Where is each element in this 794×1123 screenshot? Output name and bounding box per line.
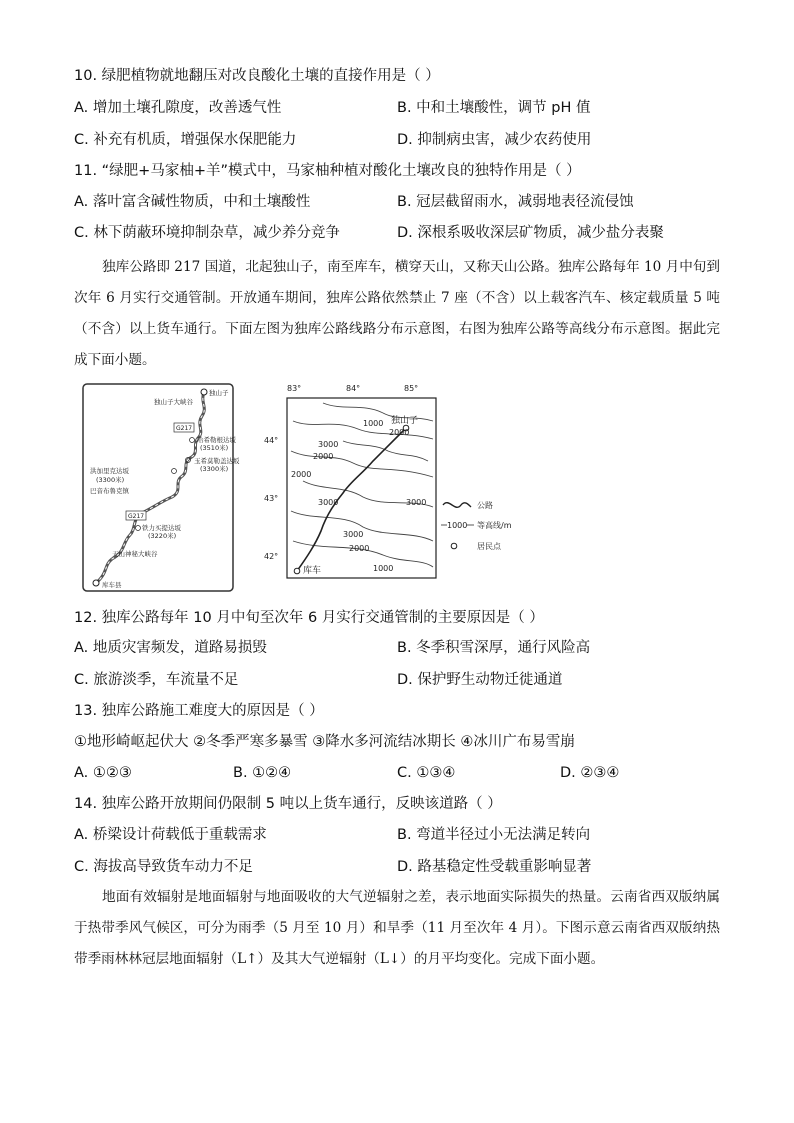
right-contour-map [263, 381, 529, 586]
q14-stem: 14. 独库公路开放期间仍限制 5 吨以上货车通行，反映该道路（ ） [74, 796, 502, 812]
q13-items: ①地形崎岖起伏大 ②冬季严寒多暴雪 ③降水多河流结冰期长 ④冰川广布易雪崩 [74, 734, 575, 750]
q10-option-c: C. 补充有机质，增强保水保肥能力 [74, 132, 297, 148]
legend-contour-value: 1000 [447, 521, 468, 530]
q11-option-d: D. 深根系吸收深层矿物质，减少盐分表聚 [397, 225, 664, 241]
town-label-dushanzi: 独山子 [391, 416, 419, 426]
highway-shield: G217 [176, 425, 193, 432]
q11-option-c: C. 林下荫蔽环境抑制杂草，减少养分竞争 [74, 225, 340, 241]
contour-label: 1000 [363, 419, 384, 428]
contour-label: 1000 [373, 564, 394, 573]
place-label: 库车县 [102, 581, 122, 589]
place-label: (3510米) [200, 444, 229, 452]
passage-text: 独库公路即 217 国道，北起独山子，南至库车，横穿天山，又称天山公路。独库公路每年 10 月中旬到次年 6 月实行交通管制。开放通车期间，独库公路依然禁止 7 座（不含）以上载客汽车、核定载质量 5 吨（不含）以上货车通行。下面左图为独库公路线路分布示意图，右图为独库公路等高线分布示意图。据此完成下面小题。 [74, 259, 720, 368]
town-marker-kuche [294, 568, 300, 574]
place-label: (3300米) [96, 476, 125, 484]
legend-contour-label: 等高线/m [477, 521, 512, 530]
place-label: 铁力买提达坂 [142, 524, 181, 532]
passage-dukou-highway [74, 252, 720, 376]
town-label-kuche: 库车 [303, 566, 322, 576]
passage-radiation [74, 882, 720, 975]
place-label: 巴音布鲁克镇 [90, 487, 129, 495]
place-label: (3220米) [148, 532, 177, 540]
q13-option-a: A. ①②③ [74, 765, 132, 781]
q11-option-b: B. 冠层截留雨水，减弱地表径流侵蚀 [397, 194, 634, 210]
q13-option-b: B. ①②④ [233, 765, 292, 781]
q12-option-c: C. 旅游淡季，车流量不足 [74, 672, 239, 688]
q12-option-a: A. 地质灾害频发，道路易损毁 [74, 640, 267, 656]
place-label: (3300米) [200, 465, 229, 473]
highway-shield: G217 [128, 513, 145, 520]
q12-option-d: D. 保护野生动物迁徙通道 [397, 672, 563, 688]
map-legend [441, 500, 512, 551]
q13-option-d: D. ②③④ [560, 765, 620, 781]
latitude-label: 42° [264, 552, 279, 561]
longitude-label: 83° [287, 384, 302, 393]
contour-label: 2000 [313, 452, 334, 461]
q14-option-d: D. 路基稳定性受载重影响显著 [397, 859, 592, 875]
q12-stem: 12. 独库公路每年 10 月中旬至次年 6 月实行交通管制的主要原因是（ ） [74, 610, 544, 626]
contour-label: 2000 [389, 428, 410, 437]
contour-label: 3000 [318, 498, 339, 507]
place-label: 独山子 [209, 389, 229, 397]
legend-road-label: 公路 [477, 501, 493, 510]
contour-label: 3000 [318, 440, 339, 449]
latitude-label: 44° [264, 436, 279, 445]
q10-option-a: A. 增加土壤孔隙度，改善透气性 [74, 100, 282, 116]
q11-stem: 11. “绿肥+马家柚+羊”模式中，马家柚种植对酸化土壤改良的独特作用是（ ） [74, 163, 581, 179]
q14-option-c: C. 海拔高导致货车动力不足 [74, 859, 253, 875]
q14-option-b: B. 弯道半径过小无法满足转向 [397, 827, 591, 843]
longitude-label: 84° [346, 384, 361, 393]
latitude-label: 43° [264, 494, 279, 503]
place-label: 天山神秘大峡谷 [112, 550, 158, 558]
q10-stem: 10. 绿肥植物就地翻压对改良酸化土壤的直接作用是（ ） [74, 68, 440, 84]
q14-option-a: A. 桥梁设计荷载低于重载需求 [74, 827, 267, 843]
place-label: 洪加里克达坂 [90, 467, 129, 475]
q13-stem: 13. 独库公路施工难度大的原因是（ ） [74, 703, 324, 719]
place-label: 独山子大峡谷 [154, 398, 193, 406]
place-label: 玉希莫勒盖达坂 [194, 457, 240, 465]
town-marker [93, 580, 99, 586]
q10-option-b: B. 中和土壤酸性，调节 pH 值 [397, 100, 591, 116]
contour-label: 2000 [291, 470, 312, 479]
q12-option-b: B. 冬季积雪深厚，通行风险高 [397, 640, 591, 656]
town-marker [201, 389, 207, 395]
left-route-map [82, 383, 240, 593]
longitude-label: 85° [404, 384, 419, 393]
q13-option-c: C. ①③④ [397, 765, 456, 781]
q11-option-a: A. 落叶富含碱性物质，中和土壤酸性 [74, 194, 311, 210]
legend-settlement-label: 居民点 [477, 542, 501, 551]
contour-label: 3000 [406, 498, 427, 507]
contour-label: 3000 [343, 530, 364, 539]
passage-text: 地面有效辐射是地面辐射与地面吸收的大气逆辐射之差，表示地面实际损失的热量。云南省西双版纳属于热带季风气候区，可分为雨季（5 月至 10 月）和旱季（11 月至次年 4 月）。下图示意云南省西双版纳热带季雨林林冠层地面辐射（L↑）及其大气逆辐射（L↓）的月平均变化。完成下面小题。 [74, 889, 720, 967]
contour-label: 2000 [349, 544, 370, 553]
place-label: 哈希勒根达坂 [197, 436, 236, 444]
q10-option-d: D. 抑制病虫害，减少农药使用 [397, 132, 592, 148]
